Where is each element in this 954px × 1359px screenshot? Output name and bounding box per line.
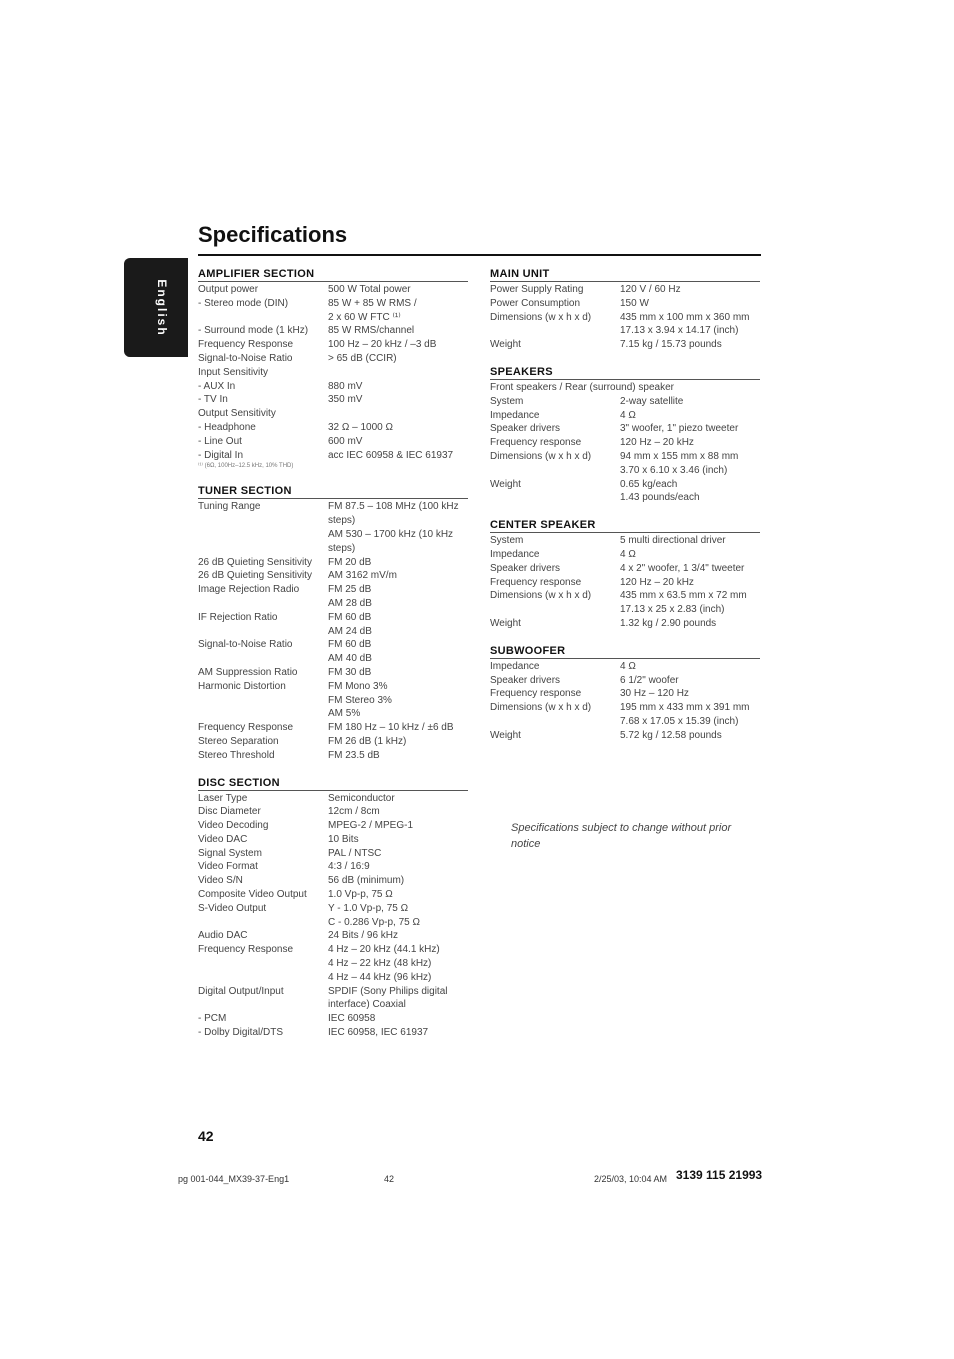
spec-row (198, 449, 468, 463)
spec-row (490, 589, 760, 603)
spec-row (198, 860, 468, 874)
spec-row (198, 435, 468, 449)
spec-label: Weight (490, 729, 521, 741)
spec-row (198, 638, 468, 652)
section-heading: DISC SECTION (198, 777, 468, 791)
spec-value: 85 W + 85 W RMS / (328, 297, 417, 309)
spec-label (198, 652, 328, 666)
spec-value: FM Stereo 3% (328, 694, 392, 706)
spec-row (198, 902, 468, 916)
spec-row (198, 1026, 468, 1040)
spec-label (198, 625, 328, 639)
spec-value: C - 0.286 Vp-p, 75 Ω (328, 916, 420, 928)
spec-label: Video Decoding (198, 820, 269, 832)
spec-row (198, 943, 468, 957)
spec-label: Impedance (490, 660, 540, 672)
spec-row (198, 597, 468, 611)
spec-value: 17.13 x 3.94 x 14.17 (inch) (620, 325, 739, 337)
spec-value: FM 30 dB (328, 666, 372, 678)
spec-label: Dimensions (w x h x d) (490, 702, 592, 714)
spec-label (198, 707, 328, 721)
spec-row (198, 985, 468, 999)
spec-row (490, 422, 760, 436)
spec-row (490, 450, 760, 464)
spec-row (198, 528, 468, 542)
spec-value: > 65 dB (CCIR) (328, 352, 397, 364)
section-subheading: Front speakers / Rear (surround) speaker (490, 381, 674, 393)
spec-value: 150 W (620, 297, 649, 309)
spec-label: Tuning Range (198, 501, 261, 513)
main-unit-section (490, 268, 760, 352)
spec-row (198, 407, 468, 421)
spec-label (198, 311, 328, 325)
spec-value: 24 Bits / 96 kHz (328, 930, 399, 942)
spec-row (490, 617, 760, 631)
spec-row (198, 500, 468, 514)
spec-row (490, 729, 760, 743)
spec-row (198, 694, 468, 708)
spec-label: Weight (490, 478, 521, 490)
spec-value: 5.72 kg / 12.58 pounds (620, 729, 722, 741)
spec-row (490, 534, 760, 548)
spec-value: 4 Ω (620, 660, 636, 672)
section-heading: AMPLIFIER SECTION (198, 268, 468, 282)
spec-label: 26 dB Quieting Sensitivity (198, 570, 312, 582)
spec-row (198, 998, 468, 1012)
spec-label (198, 971, 328, 985)
spec-value: FM 60 dB (328, 639, 372, 651)
spec-label (198, 597, 328, 611)
spec-value: 4 Hz – 20 kHz (44.1 kHz) (328, 944, 440, 956)
print-datetime: 2/25/03, 10:04 AM (594, 1174, 668, 1184)
spec-value: 0.65 kg/each (620, 478, 678, 490)
spec-value: 7.68 x 17.05 x 15.39 (inch) (620, 715, 739, 727)
spec-label: Composite Video Output (198, 889, 307, 901)
spec-label: Frequency Response (198, 722, 294, 734)
spec-value: AM 5% (328, 708, 361, 720)
spec-value (328, 407, 468, 421)
spec-row (490, 311, 760, 325)
spec-row (198, 352, 468, 366)
spec-label: Image Rejection Radio (198, 584, 300, 596)
spec-label: Output power (198, 284, 259, 295)
spec-value: 30 Hz – 120 Hz (620, 688, 689, 700)
spec-value: 1.32 kg / 2.90 pounds (620, 617, 717, 629)
spec-value: 4 Ω (620, 409, 636, 421)
spec-row (198, 1012, 468, 1026)
spec-row (198, 514, 468, 528)
spec-value: interface) Coaxial (328, 999, 406, 1011)
spec-label: - PCM (198, 1013, 227, 1025)
spec-value: Y - 1.0 Vp-p, 75 Ω (328, 902, 409, 914)
spec-row (490, 297, 760, 311)
spec-label: - Headphone (198, 421, 256, 433)
spec-row (198, 324, 468, 338)
footnote: ⁽¹⁾ (6Ω, 100Hz–12.5 kHz, 10% THD) (198, 463, 294, 470)
spec-value: FM 23.5 dB (328, 749, 380, 761)
print-file-name: pg 001-044_MX39-37-Eng1 (178, 1174, 290, 1184)
spec-label (198, 916, 328, 930)
spec-label: AM Suppression Ratio (198, 666, 298, 678)
spec-label: - TV In (198, 394, 228, 406)
spec-label (490, 715, 620, 729)
spec-value: 120 Hz – 20 kHz (620, 576, 694, 588)
spec-label: Frequency Response (198, 944, 294, 956)
spec-label (490, 464, 620, 478)
spec-row (198, 792, 468, 806)
spec-row (198, 583, 468, 597)
spec-row (198, 556, 468, 570)
spec-value: 4 Ω (620, 548, 636, 560)
spec-row (198, 735, 468, 749)
spec-label (198, 694, 328, 708)
spec-row (198, 721, 468, 735)
spec-label (198, 998, 328, 1012)
spec-row (198, 380, 468, 394)
spec-label (198, 514, 328, 528)
spec-row (198, 916, 468, 930)
spec-value: FM Mono 3% (328, 680, 388, 692)
spec-value: 100 Hz – 20 kHz / –3 dB (328, 339, 437, 351)
spec-row (198, 283, 468, 297)
print-code: 3139 115 21993 (676, 1168, 763, 1182)
spec-row (198, 888, 468, 902)
spec-label: - Stereo mode (DIN) (198, 297, 289, 309)
spec-label: System (490, 535, 524, 547)
spec-label: 26 dB Quieting Sensitivity (198, 556, 312, 568)
spec-row (490, 409, 760, 423)
spec-value: AM 28 dB (328, 597, 372, 609)
spec-label: IF Rejection Ratio (198, 611, 278, 623)
spec-row (490, 324, 760, 338)
spec-value: 85 W RMS/channel (328, 325, 415, 337)
spec-row (198, 542, 468, 556)
spec-label: S-Video Output (198, 902, 267, 914)
spec-label: Speaker drivers (490, 423, 561, 435)
section-heading: MAIN UNIT (490, 268, 760, 282)
spec-label: Signal-to-Noise Ratio (198, 639, 293, 651)
spec-row (490, 674, 760, 688)
spec-row (490, 478, 760, 492)
spec-row (198, 421, 468, 435)
spec-label (198, 542, 328, 556)
spec-label: - Surround mode (1 kHz) (198, 325, 309, 337)
spec-label: Signal-to-Noise Ratio (198, 352, 293, 364)
spec-label: Input Sensitivity (198, 366, 269, 378)
spec-value: 1.43 pounds/each (620, 492, 700, 504)
spec-row (490, 603, 760, 617)
spec-row (490, 491, 760, 505)
spec-label: - AUX In (198, 380, 236, 392)
spec-row (198, 652, 468, 666)
spec-value: MPEG-2 / MPEG-1 (328, 820, 414, 832)
spec-value: 12cm / 8cm (328, 806, 380, 818)
spec-row (198, 569, 468, 583)
spec-value: IEC 60958, IEC 61937 (328, 1027, 429, 1039)
spec-value: 120 Hz – 20 kHz (620, 437, 694, 449)
spec-label: Harmonic Distortion (198, 680, 286, 692)
spec-value: AM 530 – 1700 kHz (10 kHz (328, 528, 454, 540)
spec-row (490, 395, 760, 409)
spec-row (490, 548, 760, 562)
spec-label (490, 491, 620, 505)
page-title: Specifications (198, 222, 348, 247)
spec-value: 5 multi directional driver (620, 535, 726, 547)
spec-label: Disc Diameter (198, 806, 261, 818)
spec-label: System (490, 395, 524, 407)
language-tab (124, 258, 188, 357)
spec-label: Video Format (198, 861, 258, 873)
spec-label: Speaker drivers (490, 674, 561, 686)
spec-value: 7.15 kg / 15.73 pounds (620, 339, 722, 351)
spec-label: Impedance (490, 548, 540, 560)
spec-row (198, 749, 468, 763)
section-heading: SPEAKERS (490, 366, 760, 380)
spec-row (490, 687, 760, 701)
spec-label: Impedance (490, 409, 540, 421)
spec-value: acc IEC 60958 & IEC 61937 (328, 449, 454, 461)
spec-value: 600 mV (328, 435, 363, 447)
spec-row (198, 611, 468, 625)
spec-label: Frequency response (490, 576, 582, 588)
specifications-note: Specifications subject to change without prior notice (511, 822, 732, 850)
spec-value: 4 Hz – 44 kHz (96 kHz) (328, 971, 432, 983)
right-column (490, 268, 760, 757)
spec-value: FM 60 dB (328, 611, 372, 623)
spec-label: Frequency Response (198, 339, 294, 351)
section-heading: SUBWOOFER (490, 645, 760, 659)
spec-label: Frequency response (490, 688, 582, 700)
spec-row (198, 625, 468, 639)
spec-row (198, 666, 468, 680)
spec-label: Output Sensitivity (198, 408, 276, 420)
section-heading: CENTER SPEAKER (490, 519, 760, 533)
spec-label: - Dolby Digital/DTS (198, 1027, 284, 1039)
spec-value: 3.70 x 6.10 x 3.46 (inch) (620, 464, 728, 476)
spec-value: FM 180 Hz – 10 kHz / ±6 dB (328, 722, 454, 734)
spec-value: 94 mm x 155 mm x 88 mm (620, 450, 739, 462)
spec-row (490, 283, 760, 297)
spec-label: Stereo Threshold (198, 749, 275, 761)
spec-label: Weight (490, 617, 521, 629)
spec-label: Dimensions (w x h x d) (490, 311, 592, 323)
language-tab-label: English (155, 279, 169, 337)
section-heading: TUNER SECTION (198, 485, 468, 499)
spec-row (198, 366, 468, 380)
spec-row (490, 436, 760, 450)
spec-value: 435 mm x 100 mm x 360 mm (620, 311, 750, 323)
spec-row (198, 819, 468, 833)
spec-value: 56 dB (minimum) (328, 875, 405, 887)
spec-label: Power Supply Rating (490, 284, 584, 295)
spec-row (490, 464, 760, 478)
spec-row (198, 393, 468, 407)
spec-label (490, 324, 620, 338)
spec-value: 2-way satellite (620, 395, 684, 407)
spec-value: 350 mV (328, 394, 363, 406)
spec-label: Signal System (198, 847, 262, 859)
spec-label: Frequency response (490, 437, 582, 449)
spec-value: IEC 60958 (328, 1013, 376, 1025)
spec-label: Video S/N (198, 875, 243, 887)
spec-label: Weight (490, 339, 521, 351)
spec-row (198, 847, 468, 861)
spec-row (198, 833, 468, 847)
spec-value: 2 x 60 W FTC ⁽¹⁾ (328, 311, 401, 323)
spec-label: Power Consumption (490, 297, 581, 309)
spec-label: - Digital In (198, 449, 244, 461)
title-rule (198, 254, 761, 256)
spec-label (198, 528, 328, 542)
spec-value: FM 87.5 – 108 MHz (100 kHz (328, 501, 459, 513)
spec-value: AM 24 dB (328, 625, 372, 637)
spec-row (198, 929, 468, 943)
spec-value: steps) (328, 542, 356, 554)
spec-value: 4:3 / 16:9 (328, 861, 370, 873)
spec-row (198, 971, 468, 985)
spec-label: Dimensions (w x h x d) (490, 450, 592, 462)
spec-row (490, 338, 760, 352)
spec-row (490, 660, 760, 674)
spec-label: - Line Out (198, 435, 242, 447)
spec-value: PAL / NTSC (328, 847, 382, 859)
spec-row (198, 680, 468, 694)
spec-value: steps) (328, 515, 356, 527)
spec-row (490, 715, 760, 729)
spec-value: 4 Hz – 22 kHz (48 kHz) (328, 958, 432, 970)
speakers-section (490, 366, 760, 505)
spec-value: FM 20 dB (328, 556, 372, 568)
spec-label: Stereo Separation (198, 735, 279, 747)
spec-value: FM 25 dB (328, 584, 372, 596)
spec-label: Speaker drivers (490, 562, 561, 574)
spec-value: 120 V / 60 Hz (620, 284, 681, 295)
spec-row (490, 576, 760, 590)
amplifier-section-section (198, 268, 468, 471)
spec-row (490, 701, 760, 715)
disc-section-section (198, 777, 468, 1040)
spec-value: 880 mV (328, 380, 363, 392)
spec-value: 500 W Total power (328, 284, 411, 295)
print-page-number: 42 (384, 1174, 395, 1184)
spec-value (328, 366, 468, 380)
spec-value: Semiconductor (328, 792, 395, 804)
left-column (198, 268, 468, 1054)
spec-label (490, 603, 620, 617)
spec-row (198, 874, 468, 888)
spec-row (198, 957, 468, 971)
spec-label: Laser Type (198, 792, 248, 804)
spec-row (198, 707, 468, 721)
spec-value: 32 Ω – 1000 Ω (328, 421, 393, 433)
spec-value: AM 40 dB (328, 653, 372, 665)
spec-row (198, 297, 468, 311)
spec-row (490, 562, 760, 576)
spec-value: AM 3162 mV/m (328, 570, 397, 582)
spec-value: 195 mm x 433 mm x 391 mm (620, 702, 750, 714)
spec-label (198, 957, 328, 971)
subwoofer-section (490, 645, 760, 743)
spec-value: 4 x 2" woofer, 1 3/4" tweeter (620, 562, 745, 574)
spec-label: Audio DAC (198, 930, 248, 942)
spec-label: Dimensions (w x h x d) (490, 590, 592, 602)
spec-label: Video DAC (198, 833, 248, 845)
spec-value: 3" woofer, 1" piezo tweeter (620, 423, 739, 435)
spec-row (198, 805, 468, 819)
spec-value: 1.0 Vp-p, 75 Ω (328, 889, 393, 901)
spec-row (198, 311, 468, 325)
spec-label: Digital Output/Input (198, 985, 284, 997)
page-number: 42 (198, 1128, 214, 1144)
spec-value: 10 Bits (328, 833, 359, 845)
spec-row (198, 338, 468, 352)
spec-value: 435 mm x 63.5 mm x 72 mm (620, 590, 747, 602)
spec-value: SPDIF (Sony Philips digital (328, 985, 448, 997)
center-speaker-section (490, 519, 760, 631)
tuner-section-section (198, 485, 468, 762)
spec-value: FM 26 dB (1 kHz) (328, 735, 407, 747)
spec-value: 17.13 x 25 x 2.83 (inch) (620, 604, 725, 616)
spec-value: 6 1/2" woofer (620, 674, 679, 686)
